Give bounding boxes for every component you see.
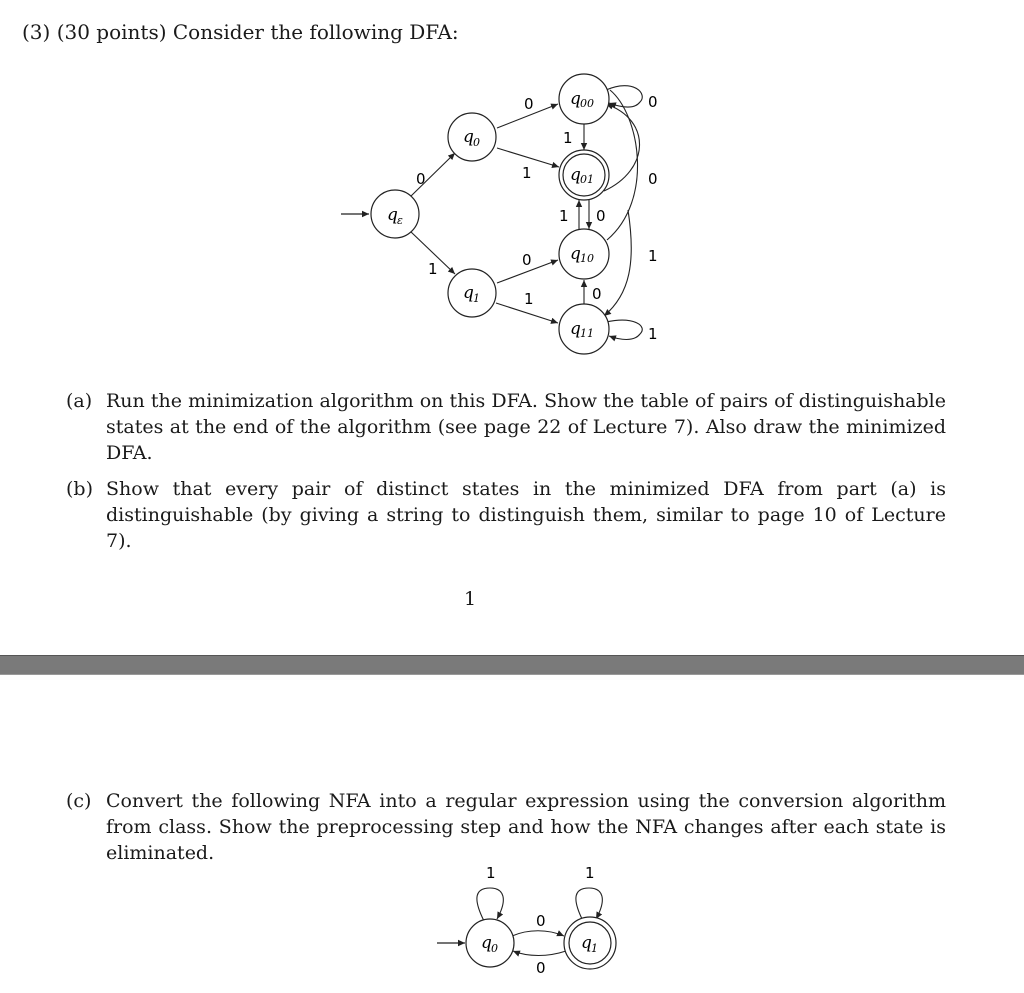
- svg-text:00: 00: [580, 97, 594, 110]
- nfa-diagram: [0, 843, 1024, 993]
- label-qe-q0: 0: [416, 170, 426, 188]
- label-q00-q01: 1: [563, 129, 573, 147]
- part-a-text: Run the minimization algorithm on this DFA. Show the table of pairs of distinguishable states at the end of the algorithm (see page 22 of Lecture 7). Also draw the minimized DFA.: [106, 390, 946, 464]
- nfa-state-q0: [466, 919, 514, 967]
- label-q01-q10: 0: [596, 207, 606, 225]
- nfa-state-q1-accepting: [564, 917, 616, 969]
- nfa-edge-q1-self: [576, 888, 602, 921]
- label-q10-q11: 1: [648, 247, 658, 265]
- svg-text:0: 0: [491, 942, 498, 955]
- part-a: [66, 388, 946, 468]
- part-c: [66, 788, 946, 864]
- part-a-label: (a): [66, 390, 93, 412]
- part-c-text: Convert the following NFA into a regular expression using the conversion algorithm from class. Show the preprocessing step and how the NFA changes after each state is eliminated.: [106, 790, 946, 864]
- question-header: (3) (30 points) Consider the following DFA:: [22, 20, 459, 44]
- svg-text:q: q: [570, 244, 581, 264]
- edge-q00-self: [606, 86, 642, 107]
- label-q11-self: 1: [648, 325, 658, 343]
- state-q0: [448, 113, 496, 161]
- nfa-label-q1-self: 1: [585, 864, 595, 882]
- label-q0-q01: 1: [522, 164, 532, 182]
- page-divider: [0, 655, 1024, 675]
- nfa-label-q0-q1: 0: [536, 912, 546, 930]
- svg-text:q: q: [570, 319, 581, 339]
- label-q10-q01: 1: [559, 207, 569, 225]
- label-q1-q11: 1: [524, 290, 534, 308]
- svg-text:10: 10: [580, 252, 594, 265]
- part-c-label: (c): [66, 790, 92, 812]
- label-q0-q00: 0: [524, 95, 534, 113]
- state-q01-accepting: [559, 150, 609, 200]
- edge-q10-q11-down: [604, 210, 631, 316]
- dfa-diagram: [0, 0, 1024, 370]
- nfa-label-q0-self: 1: [486, 864, 496, 882]
- label-qe-q1: 1: [428, 260, 438, 278]
- svg-text:q: q: [463, 283, 474, 303]
- svg-text:q: q: [581, 933, 592, 953]
- nfa-edge-q0-q1: [512, 931, 564, 936]
- svg-text:1: 1: [591, 942, 598, 955]
- part-b: [66, 476, 946, 552]
- state-q11: [559, 304, 609, 354]
- label-q1-q10: 0: [522, 251, 532, 269]
- page-number: 1: [464, 588, 477, 610]
- nfa-edge-q1-q0: [513, 951, 566, 956]
- svg-text:q: q: [570, 89, 581, 109]
- state-q00: [559, 74, 609, 124]
- nfa-label-q1-q0: 0: [536, 959, 546, 977]
- label-q00-self: 0: [648, 93, 658, 111]
- svg-text:q: q: [463, 127, 474, 147]
- state-qe: [371, 190, 419, 238]
- svg-text:0: 0: [473, 136, 480, 149]
- svg-text:11: 11: [580, 327, 594, 340]
- part-b-label: (b): [66, 478, 93, 500]
- label-q01-q00: 0: [648, 170, 658, 188]
- svg-text:q: q: [387, 205, 398, 225]
- svg-text:q: q: [570, 165, 581, 185]
- label-q11-q10: 0: [592, 285, 602, 303]
- svg-text:ε: ε: [397, 214, 403, 227]
- svg-text:1: 1: [473, 292, 480, 305]
- state-q10: [559, 229, 609, 279]
- edge-q11-self: [606, 320, 642, 339]
- state-q1: [448, 269, 496, 317]
- nfa-edge-q0-self: [477, 888, 503, 921]
- svg-text:q: q: [481, 933, 492, 953]
- svg-text:01: 01: [580, 173, 594, 186]
- part-b-text: Show that every pair of distinct states in the minimized DFA from part (a) is distinguishable (by giving a string to distinguish them, similar to page 10 of Lecture 7).: [106, 478, 946, 552]
